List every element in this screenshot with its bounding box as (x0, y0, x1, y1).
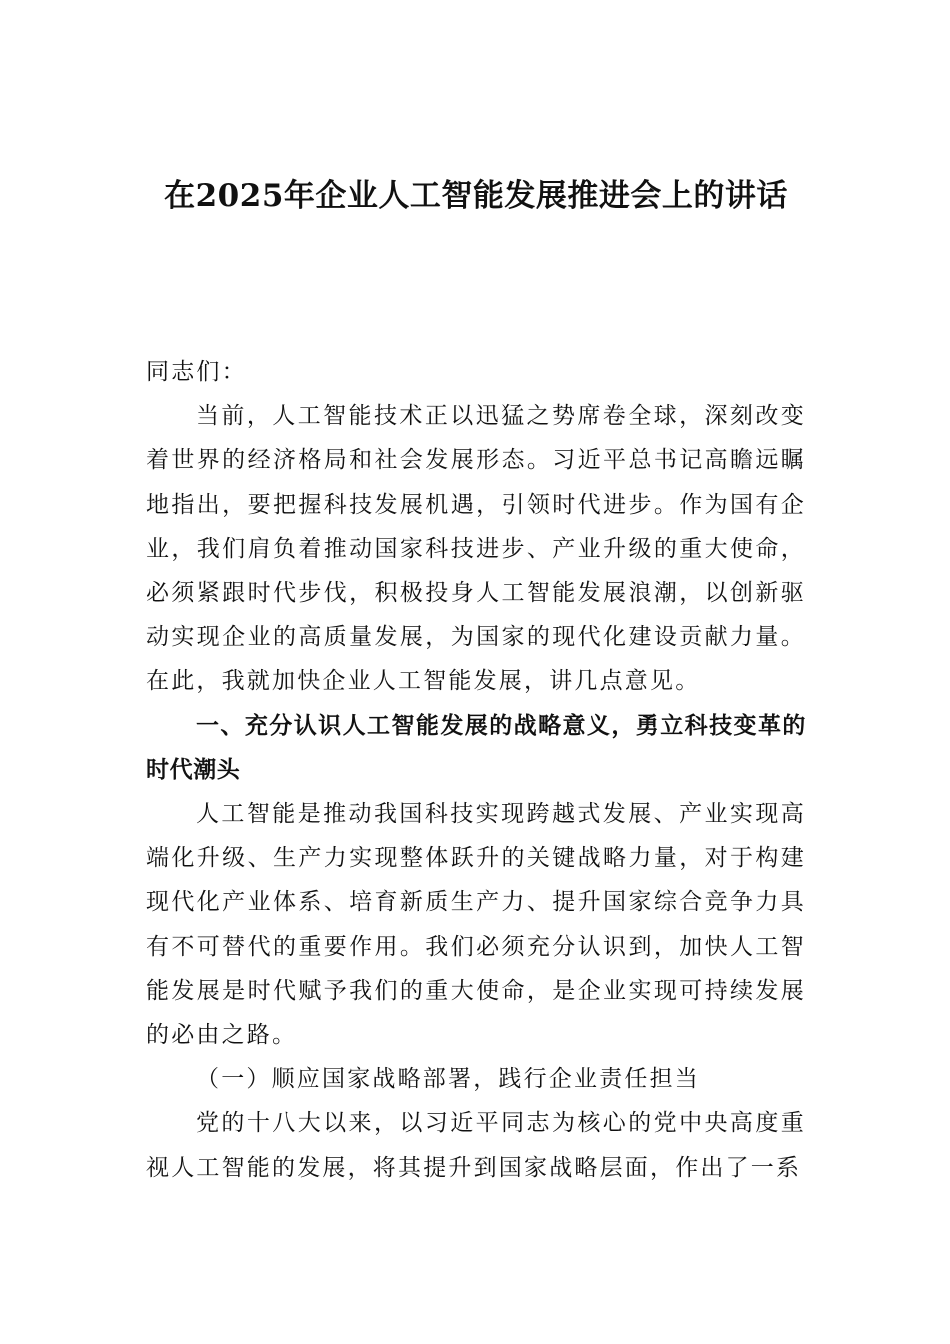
document-body (146, 350, 806, 1190)
section-1-paragraph: 人工智能是推动我国科技实现跨越式发展、产业实现高端化升级、生产力实现整体跃升的关键战略力量，对于构建现代化产业体系、培育新质生产力、提升国家综合竞争力具有不可替代的重要作用。我们必须充分认识到，加快人工智能发展是时代赋予我们的重大使命，是企业实现可持续发展的必由之路。 (146, 801, 806, 1049)
subsection-heading-1: （一）顺应国家战略部署，践行企业责任担当 (196, 1066, 700, 1093)
document-title: 在2025年企业人工智能发展推进会上的讲话 (164, 178, 788, 214)
intro-paragraph: 当前，人工智能技术正以迅猛之势席卷全球，深刻改变着世界的经济格局和社会发展形态。习近平总书记高瞻远瞩地指出，要把握科技发展机遇，引领时代进步。作为国有企业，我们肩负着推动国家科技进步、产业升级的重大使命，必须紧跟时代步伐，积极投身人工智能发展浪潮，以创新驱动实现企业的高质量发展，为国家的现代化建设贡献力量。在此，我就加快企业人工智能发展，讲几点意见。 (146, 403, 806, 695)
section-heading-1: 一、充分认识人工智能发展的战略意义，勇立科技变革的时代潮头 (146, 712, 806, 783)
salutation: 同志们： (146, 359, 247, 385)
subsection-1-paragraph: 党的十八大以来，以习近平同志为核心的党中央高度重视人工智能的发展，将其提升到国家战略层面，作出了一系 (146, 1110, 806, 1181)
